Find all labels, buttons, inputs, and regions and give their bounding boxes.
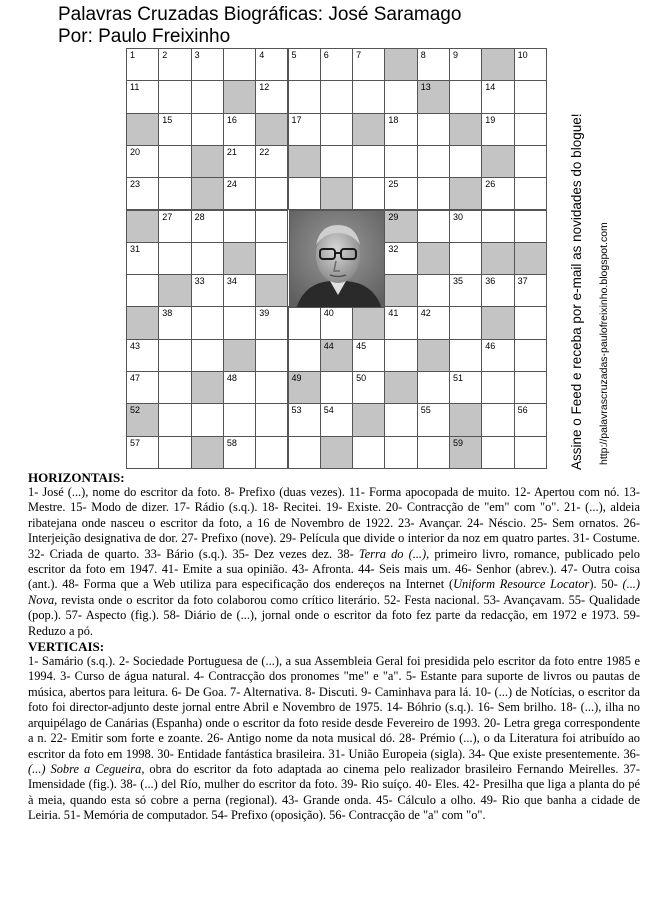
clue-number: 1	[130, 50, 136, 60]
grid-cell[interactable]	[352, 436, 385, 469]
clue-number: 11	[130, 82, 140, 93]
grid-cell[interactable]	[158, 242, 191, 275]
grid-cell[interactable]	[126, 274, 159, 307]
grid-cell[interactable]	[288, 80, 321, 113]
clue-number: 13	[420, 82, 431, 93]
black-cell	[481, 145, 514, 178]
grid-cell[interactable]	[126, 145, 159, 178]
grid-cell[interactable]	[255, 403, 288, 436]
clue-number: 15	[162, 114, 173, 125]
grid-cell[interactable]	[514, 436, 547, 469]
black-cell	[126, 403, 159, 436]
black-cell	[320, 339, 353, 372]
clue-number: 2	[162, 50, 168, 60]
black-cell	[288, 145, 321, 178]
grid-cell[interactable]	[158, 371, 191, 404]
grid-cell[interactable]	[320, 80, 353, 113]
clue-number: 43	[130, 340, 141, 351]
grid-cell[interactable]	[417, 371, 450, 404]
grid-cell[interactable]	[449, 48, 482, 81]
grid-cell[interactable]	[352, 339, 385, 372]
blog-url-link[interactable]: http://palavrascruzadas-paulofreixinho.blogspot.com	[598, 222, 610, 465]
clue-number: 16	[226, 114, 237, 125]
grid-cell[interactable]	[191, 48, 224, 81]
grid-cell[interactable]	[158, 339, 191, 372]
black-cell	[191, 145, 224, 178]
grid-cell[interactable]	[384, 339, 417, 372]
grid-cell[interactable]	[255, 436, 288, 469]
grid-cell[interactable]	[352, 145, 385, 178]
clue-number: 56	[517, 405, 528, 416]
grid-cell[interactable]	[514, 403, 547, 436]
clue-number: 58	[226, 437, 237, 448]
grid-cell[interactable]	[223, 48, 256, 81]
black-cell	[223, 339, 256, 372]
grid-cell[interactable]	[352, 48, 385, 81]
black-cell	[481, 242, 514, 275]
grid-cell[interactable]	[320, 403, 353, 436]
grid-cell[interactable]	[255, 339, 288, 372]
black-cell	[191, 177, 224, 210]
clue-number: 42	[420, 308, 431, 319]
black-cell	[320, 177, 353, 210]
grid-cell[interactable]	[514, 48, 547, 81]
grid-cell[interactable]	[288, 113, 321, 146]
black-cell	[449, 113, 482, 146]
clue-number: 57	[130, 437, 141, 448]
grid-cell[interactable]	[481, 403, 514, 436]
black-cell	[320, 436, 353, 469]
black-cell	[126, 306, 159, 339]
clue-number: 31	[130, 243, 141, 254]
grid-cell[interactable]	[384, 145, 417, 178]
portrait-photo-icon	[290, 211, 385, 308]
horizontal-heading: HORIZONTAIS:	[28, 470, 125, 485]
grid-cell[interactable]	[255, 48, 288, 81]
grid-cell[interactable]	[514, 210, 547, 243]
grid-cell[interactable]	[223, 436, 256, 469]
grid-cell[interactable]	[158, 210, 191, 243]
grid-cell[interactable]	[191, 339, 224, 372]
clue-number: 4	[259, 50, 265, 60]
grid-cell[interactable]	[481, 177, 514, 210]
black-cell	[384, 371, 417, 404]
grid-cell[interactable]	[481, 274, 514, 307]
clue-number: 39	[259, 308, 270, 319]
clue-number: 27	[162, 211, 173, 222]
clue-number: 25	[388, 179, 399, 190]
grid-cell[interactable]	[417, 306, 450, 339]
grid-cell[interactable]	[223, 145, 256, 178]
author-photo	[289, 210, 385, 308]
grid-cell[interactable]	[288, 436, 321, 469]
black-cell	[255, 274, 288, 307]
clue-number: 9	[453, 50, 459, 60]
grid-cell[interactable]	[158, 403, 191, 436]
clue-number: 19	[485, 114, 496, 125]
horizontal-clues: 1- José (...), nome do escritor da foto. 8- Prefixo (duas vezes). 11- Forma apocopada de muito. 12- Apertou com nó. 13- Mestre. 15- Modo de dizer. 17- Rádio (s.q.). 18- Recitei. 19- Existe. 20- Contracção de "em" com "o". 21- (...), aldeia ribatejana onde nasceu o escritor da foto, a 16 de Novembro de 1922. 23- Avançar. 24- Néscio. 25- Sem ornatos. 26- Interjeição designativa de dor. 27- Prefixo (nove). 29- Película que divide o interior da noz em quatro partes. 31- Costume. 32- Criada de quarto. 33- Bário (s.q.). 35- Dez vezes dez. 38- Terra do (...), primeiro livro, romance, publicado pelo escritor da foto em 1947. 41- Emite a sua opinião. 43- Afronta. 44- Seis mais um. 46- Senhor (abrev.). 47- Outra coisa (ant.). 48- Forma que a Web utiliza para especificação dos endereços na Internet (Uniform Resource Locator). 50- (...) Nova, revista onde o escritor da foto colaborou como crítico literário. 52- Festa nacional. 53- Avançavam. 55- Qualidade (pop.). 57- Aspecto (fig.). 58- Diário de (...), jornal onde o escritor da foto fez parte da redacção, em 1972 e 1973. 59- Reduzo a pó.	[28, 485, 641, 638]
grid-cell[interactable]	[320, 371, 353, 404]
grid-cell[interactable]	[481, 339, 514, 372]
clue-number: 18	[388, 114, 399, 125]
grid-cell[interactable]	[449, 145, 482, 178]
grid-cell[interactable]	[384, 80, 417, 113]
black-cell	[481, 48, 514, 81]
grid-cell[interactable]	[417, 48, 450, 81]
clue-number: 5	[291, 50, 297, 60]
grid-cell[interactable]	[352, 371, 385, 404]
clue-number: 8	[420, 50, 426, 60]
clue-number: 10	[517, 50, 528, 60]
black-cell	[417, 80, 450, 113]
grid-cell[interactable]	[191, 403, 224, 436]
black-cell	[255, 113, 288, 146]
grid-cell[interactable]	[158, 145, 191, 178]
grid-cell[interactable]	[449, 274, 482, 307]
clue-number: 28	[194, 211, 205, 222]
grid-cell[interactable]	[158, 177, 191, 210]
grid-cell[interactable]	[481, 371, 514, 404]
grid-cell[interactable]	[126, 242, 159, 275]
clue-number: 50	[356, 373, 367, 383]
clue-number: 40	[323, 308, 334, 319]
grid-cell[interactable]	[384, 242, 417, 275]
grid-cell[interactable]	[449, 306, 482, 339]
grid-cell[interactable]	[255, 306, 288, 339]
clues-section	[28, 470, 640, 824]
grid-cell[interactable]	[288, 306, 321, 339]
grid-cell[interactable]	[384, 436, 417, 469]
grid-cell[interactable]	[352, 177, 385, 210]
clue-number: 32	[388, 243, 399, 254]
grid-cell[interactable]	[449, 242, 482, 275]
grid-cell[interactable]	[255, 145, 288, 178]
grid-cell[interactable]	[481, 80, 514, 113]
grid-cell[interactable]	[384, 113, 417, 146]
grid-cell[interactable]	[384, 306, 417, 339]
grid-cell[interactable]	[223, 274, 256, 307]
grid-cell[interactable]	[223, 177, 256, 210]
grid-cell[interactable]	[449, 339, 482, 372]
grid-cell[interactable]	[417, 403, 450, 436]
grid-cell[interactable]	[514, 371, 547, 404]
grid-cell[interactable]	[384, 403, 417, 436]
clue-number: 59	[453, 437, 464, 448]
grid-cell[interactable]	[191, 113, 224, 146]
clue-number: 30	[453, 211, 464, 222]
black-cell	[384, 48, 417, 81]
clue-number: 3	[194, 50, 200, 60]
grid-cell[interactable]	[417, 274, 450, 307]
black-cell	[384, 210, 417, 243]
grid-cell[interactable]	[514, 306, 547, 339]
clue-number: 37	[517, 276, 528, 287]
clue-number: 45	[356, 340, 367, 351]
grid-cell[interactable]	[514, 177, 547, 210]
grid-cell[interactable]	[126, 371, 159, 404]
clue-number: 47	[130, 373, 141, 383]
grid-cell[interactable]	[449, 371, 482, 404]
grid-cell[interactable]	[223, 210, 256, 243]
grid-cell[interactable]	[481, 113, 514, 146]
grid-cell[interactable]	[320, 113, 353, 146]
grid-cell[interactable]	[126, 436, 159, 469]
grid-cell[interactable]	[514, 339, 547, 372]
black-cell	[223, 80, 256, 113]
grid-cell[interactable]	[191, 210, 224, 243]
clue-number: 52	[130, 405, 141, 416]
grid-cell[interactable]	[288, 48, 321, 81]
grid-cell[interactable]	[191, 242, 224, 275]
clue-number: 29	[388, 211, 399, 222]
clue-number: 6	[323, 50, 329, 60]
grid-cell[interactable]	[514, 113, 547, 146]
clue-number: 35	[453, 276, 464, 287]
clue-number: 36	[485, 276, 496, 287]
clue-number: 44	[323, 340, 334, 351]
clue-number: 41	[388, 308, 399, 319]
black-cell	[158, 274, 191, 307]
clue-number: 12	[259, 82, 270, 93]
grid-cell[interactable]	[320, 48, 353, 81]
grid-cell[interactable]	[255, 210, 288, 243]
black-cell	[514, 242, 547, 275]
grid-cell[interactable]	[223, 403, 256, 436]
grid-cell[interactable]	[449, 210, 482, 243]
clue-number: 54	[323, 405, 334, 416]
grid-cell[interactable]	[158, 48, 191, 81]
grid-cell[interactable]	[223, 113, 256, 146]
grid-cell[interactable]	[126, 339, 159, 372]
black-cell	[449, 436, 482, 469]
grid-cell[interactable]	[158, 436, 191, 469]
grid-cell[interactable]	[384, 177, 417, 210]
clue-number: 23	[130, 179, 141, 190]
grid-cell[interactable]	[481, 210, 514, 243]
grid-cell[interactable]	[288, 403, 321, 436]
clue-number: 49	[291, 373, 302, 383]
grid-cell[interactable]	[223, 306, 256, 339]
clue-number: 24	[226, 179, 237, 190]
grid-cell[interactable]	[255, 371, 288, 404]
grid-cell[interactable]	[158, 306, 191, 339]
black-cell	[449, 403, 482, 436]
grid-cell[interactable]	[191, 80, 224, 113]
grid-cell[interactable]	[126, 80, 159, 113]
grid-cell[interactable]	[481, 436, 514, 469]
black-cell	[352, 403, 385, 436]
black-cell	[481, 306, 514, 339]
black-cell	[352, 113, 385, 146]
grid-cell[interactable]	[158, 113, 191, 146]
grid-cell[interactable]	[417, 436, 450, 469]
feed-subscribe-text: Assine o Feed e receba por e-mail as novidades do blogue!	[569, 113, 584, 470]
clue-number: 26	[485, 179, 496, 190]
grid-cell[interactable]	[158, 80, 191, 113]
black-cell	[126, 210, 159, 243]
grid-cell[interactable]	[126, 177, 159, 210]
grid-cell[interactable]	[126, 48, 159, 81]
grid-cell[interactable]	[320, 145, 353, 178]
black-cell	[191, 436, 224, 469]
grid-cell[interactable]	[288, 339, 321, 372]
clue-number: 46	[485, 340, 496, 351]
black-cell	[191, 371, 224, 404]
black-cell	[223, 242, 256, 275]
page-title: Palavras Cruzadas Biográficas: José Saramago	[58, 4, 462, 25]
grid-cell[interactable]	[417, 145, 450, 178]
black-cell	[417, 242, 450, 275]
black-cell	[352, 306, 385, 339]
clue-number: 7	[356, 50, 362, 60]
black-cell	[288, 371, 321, 404]
clue-number: 33	[194, 276, 205, 287]
grid-cell[interactable]	[191, 306, 224, 339]
grid-cell[interactable]	[514, 80, 547, 113]
vertical-heading: VERTICAIS:	[28, 639, 105, 655]
clue-number: 21	[226, 146, 237, 157]
vertical-clues: 1- Samário (s.q.). 2- Sociedade Portuguesa de (...), a sua Assembleia Geral foi presidida pelo escritor da foto entre 1985 e 1994. 3- Curso de água natural. 4- Contracção dos pronomes "me" e "a". 5- Estante para suporte de livros ou pautas de música, abertos para leitura. 6- De Goa. 7- Alternativa. 8- Discuti. 9- Caminhava para lá. 10- (...) de Notícias, o escritor da foto foi director-adjunto deste jornal entre Abril e Novembro de 1975. 14- Bóhrio (s.q.). 16- Sem brilho. 18- (...), ilha no arquipélago de Canárias (Espanha) onde o escritor da foto reside desde Fevereiro de 1993. 20- Letra grega correspondente a n. 22- Emitir som forte e zoante. 26- Antigo nome da nota musical dó. 28- Prémio (...), o da Literatura foi atribuído ao escritor da foto em 1998. 30- Entidade fantástica brasileira. 31- União Europeia (sigla). 34- Que existe presentemente. 36- (...) Sobre a Cegueira, obra do escritor da foto adaptada ao cinema pelo realizador brasileiro Fernando Meirelles. 37- Imensidade (fig.). 38- (...) del Río, mulher do escritor da foto. 39- Rio suíço. 40- Eles. 42- Presilha que liga a planta do pé à meia, quando esta só cobre a perna (regional). 43- Grande onda. 45- Cálculo a olho. 49- Rio que banha a cidade de Leiria. 51- Memória de computador. 54- Prefixo (oposição). 56- Contracção de "a" com "o".	[28, 654, 640, 823]
black-cell	[384, 274, 417, 307]
clue-number: 14	[485, 82, 496, 93]
clue-number: 53	[291, 405, 302, 416]
black-cell	[417, 339, 450, 372]
grid-cell[interactable]	[288, 177, 321, 210]
page-author: Por: Paulo Freixinho	[58, 26, 231, 47]
clue-number: 48	[226, 373, 237, 383]
grid-cell[interactable]	[449, 80, 482, 113]
grid-cell[interactable]	[223, 371, 256, 404]
clue-number: 20	[130, 146, 141, 157]
grid-cell[interactable]	[417, 113, 450, 146]
grid-cell[interactable]	[320, 306, 353, 339]
clue-number: 34	[226, 276, 237, 287]
clue-number: 22	[259, 146, 270, 157]
clue-number: 55	[420, 405, 431, 416]
clue-number: 51	[453, 373, 464, 383]
grid-cell[interactable]	[417, 210, 450, 243]
clue-number: 38	[162, 308, 173, 319]
grid-cell[interactable]	[514, 145, 547, 178]
grid-cell[interactable]	[255, 177, 288, 210]
grid-cell[interactable]	[255, 242, 288, 275]
grid-cell[interactable]	[191, 274, 224, 307]
grid-cell[interactable]	[514, 274, 547, 307]
black-cell	[126, 113, 159, 146]
black-cell	[449, 177, 482, 210]
grid-cell[interactable]	[352, 80, 385, 113]
clue-number: 17	[291, 114, 302, 125]
grid-cell[interactable]	[255, 80, 288, 113]
grid-cell[interactable]	[417, 177, 450, 210]
